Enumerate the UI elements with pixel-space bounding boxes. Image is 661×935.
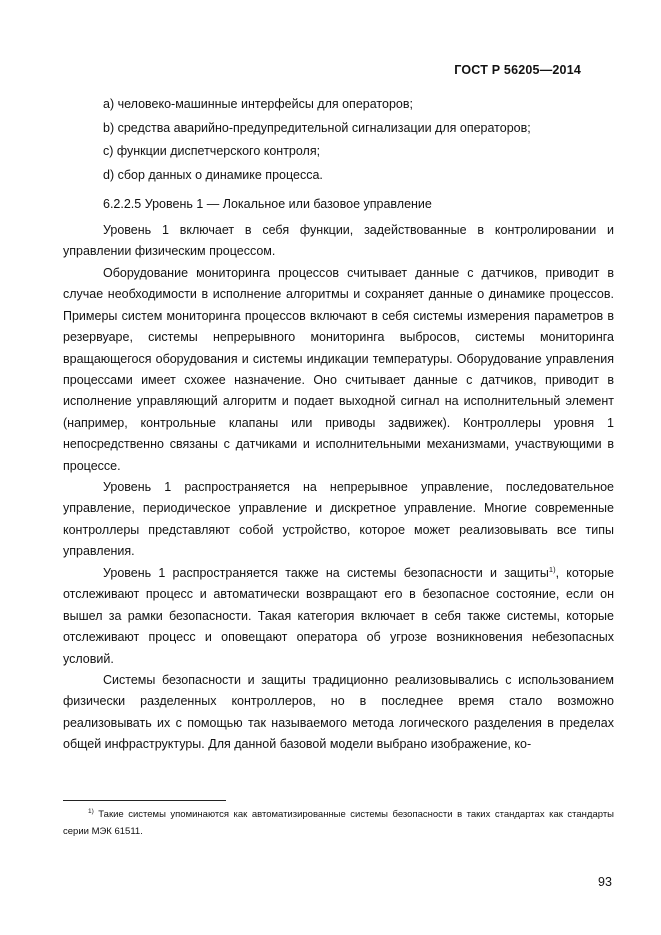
list-item: b) средства аварийно-предупредительной сигнализации для операторов; bbox=[103, 121, 531, 135]
paragraph: Уровень 1 включает в себя функции, задействованные в контролировании и управлении физическим процессом. bbox=[63, 223, 614, 259]
section-title: Уровень 1 — Локальное или базовое управление bbox=[144, 197, 432, 211]
footnote-reference: 1) bbox=[548, 565, 556, 574]
paragraph-text: , которые отслеживают процесс и автоматически возвращают его в безопасное состояние, если он вышел за рамки безопасности. Такая категория включает в себя также системы, которые отслеживают процесс и оповещают оператора об угрозе возникновения небезопасных условий. bbox=[63, 566, 614, 666]
paragraph: Оборудование мониторинга процессов считывает данные с датчиков, приводит в случае необходимости в исполнение алгоритмы и сохраняет данные о динамике процессов. Примеры систем мониторинга процессов включают в себя системы измерения параметров в резервуаре, системы непрерывного мониторинга выбросов, системы мониторинга вращающегося оборудования и системы индикации температуры. Оборудование управления процессами имеет схожее назначение. Оно считывает данные с датчиков, приводит в исполнение управляющий алгоритм и подает выходной сигнал на исполнительный элемент (например, контрольные клапаны или приводы задвижек). Контроллеры уровня 1 непосредственно связаны с датчиками и исполнительными механизмами, участвующими в процессе. bbox=[63, 266, 614, 473]
footnote-text: Такие системы упоминаются как автоматизированные системы безопасности в таких стандартах как стандарты серии МЭК 61511. bbox=[63, 809, 614, 837]
section-heading bbox=[103, 197, 432, 211]
standard-id: ГОСТ Р 56205—2014 bbox=[454, 63, 581, 77]
paragraph-text: Уровень 1 распространяется также на системы безопасности и защиты bbox=[103, 566, 549, 580]
list-item: а) человеко-машинные интерфейсы для операторов; bbox=[103, 97, 413, 111]
page-number: 93 bbox=[598, 875, 612, 889]
footnote-marker: 1) bbox=[88, 808, 94, 815]
paragraph: Уровень 1 распространяется на непрерывное управление, последовательное управление, периодическое управление и дискретное управление. Многие современные контроллеры представляют собой устройство, которое может реализовывать все типы управления. bbox=[63, 480, 614, 559]
paragraph bbox=[63, 563, 614, 670]
footnote-separator bbox=[63, 800, 226, 801]
document-header bbox=[0, 63, 661, 77]
list-item: с) функции диспетчерского контроля; bbox=[103, 144, 321, 158]
footnote bbox=[63, 806, 614, 840]
section-number: 6.2.2.5 bbox=[103, 197, 142, 211]
paragraph: Системы безопасности и защиты традиционно реализовывались с использованием физически разделенных контроллеров, но в последнее время стало возможно реализовывать их с помощью так называемого метода логического разделения в пределах общей инфраструктуры. Для данной базовой модели выбрано изображение, ко- bbox=[63, 673, 614, 752]
list-item: d) сбор данных о динамике процесса. bbox=[103, 168, 323, 182]
